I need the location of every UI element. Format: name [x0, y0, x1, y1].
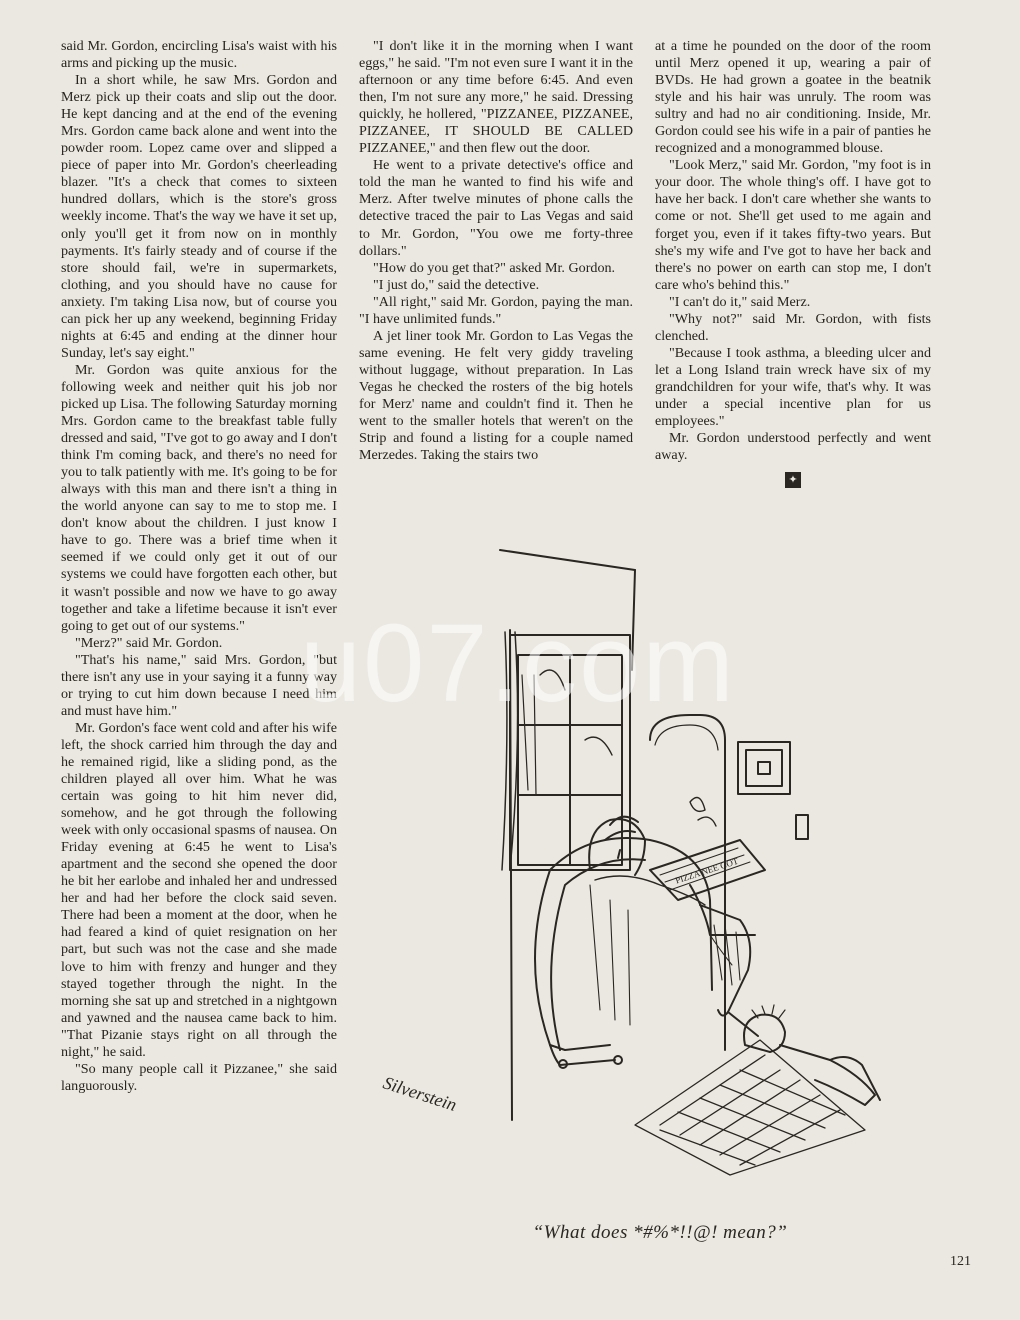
- article-column-1: [61, 38, 337, 1095]
- paragraph: "I just do," said the detective.: [373, 276, 540, 293]
- page-number: 121: [950, 1254, 971, 1269]
- article-column-3: [655, 38, 931, 488]
- door-frame: [510, 570, 635, 1120]
- watermark: u07.com: [300, 602, 736, 725]
- paragraph: "Merz?" said Mr. Gordon.: [75, 634, 223, 651]
- paragraph: "So many people call it Pizzanee," she said languorously.: [61, 1060, 337, 1094]
- cartoon-illustration: [360, 540, 960, 1180]
- paragraph: "How do you get that?" asked Mr. Gordon.: [373, 259, 616, 276]
- paragraph: A jet liner took Mr. Gordon to Las Vegas the same evening. He felt very giddy traveling without luggage, without preparation. In Las Vegas he checked the rosters of the big hotels for Merz' name and couldn't find it. Then he went to the smaller hotels that weren't on the Strip and found a listing for a couple named Merzedes. Taking the stairs two: [359, 327, 633, 464]
- paragraph: "Look Merz," said Mr. Gordon, "my foot is in your door. The whole thing's off. I have got to have her back. I don't care whether she wants to come or not. She'll get used to me again and forget you, even if it takes fifty-two years. But she's my wife and I've got to have her back and there's no power on earth can stop me, I don't care who's behind this.": [655, 157, 931, 293]
- paragraph: In a short while, he saw Mrs. Gordon and Merz pick up their coats and slip out the door. He kept dancing and at the end of the evening Mrs. Gordon came back alone and went into the powder room. Lopez came over and slipped a piece of paper into Mr. Gordon's cheerleading blazer. "It's a check that comes to sixteen hundred dollars, which is the store's gross weekly income. That's the way we have it set up, only you'll get it from now on in monthly payments. It's fairly steady and of course if the store should fail, we're in supermarkets, clothing, and you should have no cause for anxiety. I'm taking Lisa now, but of course you can pick her up any weekend, beginning Friday nights at 6:45 and ending at the dinner hour Sunday, let's say eight.": [61, 72, 337, 361]
- wall-picture: [738, 742, 790, 794]
- wall-line: [500, 550, 635, 570]
- paragraph: Mr. Gordon's face went cold and after his wife left, the shock carried him through the day and he remained rigid, like a sliding pond, as the children played all over him. What he was certain was going to hit him never did, somehow, and he got through the following week with only occasional spasms of nausea. On Friday evening at 6:45 he went to Lisa's apartment and the second she opened the door he bit her earlobe and inhaled her and undressed her and had her before the clock said seven. There had been a moment at the door, when he had feared a kind of quiet resignation on her part, but such was not the case and she made love to him with frenzy and hunger and they stayed together through the night. In the morning she sat up and stretched in a nightgown and yawned and the nausea came back to him. "That Pizanie stays right on all through the night," he said.: [61, 719, 338, 1060]
- paragraph: at a time he pounded on the door of the room until Merz opened it up, wearing a pair of BVDs. He had grown a goatee in the beatnik style and his hair was unruly. The room was sultry and had no air conditioning. Inside, Mr. Gordon could see his wife in a pair of panties he recognized and a monogrammed blouse.: [655, 38, 931, 157]
- paragraph: "I don't like it in the morning when I want eggs," he said. "I'm not even sure I want it in the afternoon or any time before 6:45. And even then, I'm not sure any more," he said. Dressing quickly, he hollered, "PIZZANEE, PIZZANEE, PIZZANEE, IT SHOULD BE CALLED PIZZANEE," and then flew out the door.: [359, 38, 633, 157]
- paragraph: He went to a private detective's office and told the man he wanted to find his wife and Merz. After twelve minutes of phone calls the detective traced the pair to Las Vegas and said to Mr. Gordon, "You owe me forty-three dollars.": [359, 157, 633, 259]
- paragraph: said Mr. Gordon, encircling Lisa's waist with his arms and picking up the music.: [61, 38, 337, 72]
- plant: [690, 798, 716, 827]
- newspaper-headline: PIZZA NEE GOT: [674, 855, 740, 886]
- paragraph: Mr. Gordon understood perfectly and went away.: [655, 430, 931, 464]
- paragraph: "I can't do it," said Merz.: [669, 293, 811, 310]
- light-switch: [796, 815, 808, 839]
- paragraph: "All right," said Mr. Gordon, paying the man. "I have unlimited funds.": [359, 293, 633, 327]
- article-column-2: [359, 38, 633, 464]
- cartoon-caption: “What does *#%*!!@! mean?”: [532, 1222, 788, 1243]
- paragraph: Mr. Gordon was quite anxious for the following week and neither quit his job nor picked up Lisa. The following Saturday morning Mrs. Gordon came to the breakfast table fully dressed and said, "I've got to go away and I don't think I'm coming back, and there's no need for you to talk patiently with me. It's going to be for always with this man and there isn't a thing in the world anyone can say to me to stop me. I don't know about the children. I just know I have to go. There was a brief time when it seemed if we could only get it out of our systems we could have forgotten each other, but it wasn't possible and now we have to go away together and take a lifetime because it isn't ever going to get out of our systems.": [61, 361, 337, 634]
- paragraph: "That's his name," said Mrs. Gordon, "but there isn't any use in your saying it a funny way or trying to cut him down because I need him and must have him.": [61, 651, 337, 719]
- paragraph: "Why not?" said Mr. Gordon, with fists clenched.: [655, 310, 931, 344]
- artist-signature: Silverstein: [380, 1072, 460, 1115]
- paragraph: "Because I took asthma, a bleeding ulcer and let a Long Island train wreck have six of my grandchildren for your wife, that's why. It was under a special incentive plan for us employees.": [655, 344, 931, 430]
- end-mark-icon: ✦: [785, 472, 801, 488]
